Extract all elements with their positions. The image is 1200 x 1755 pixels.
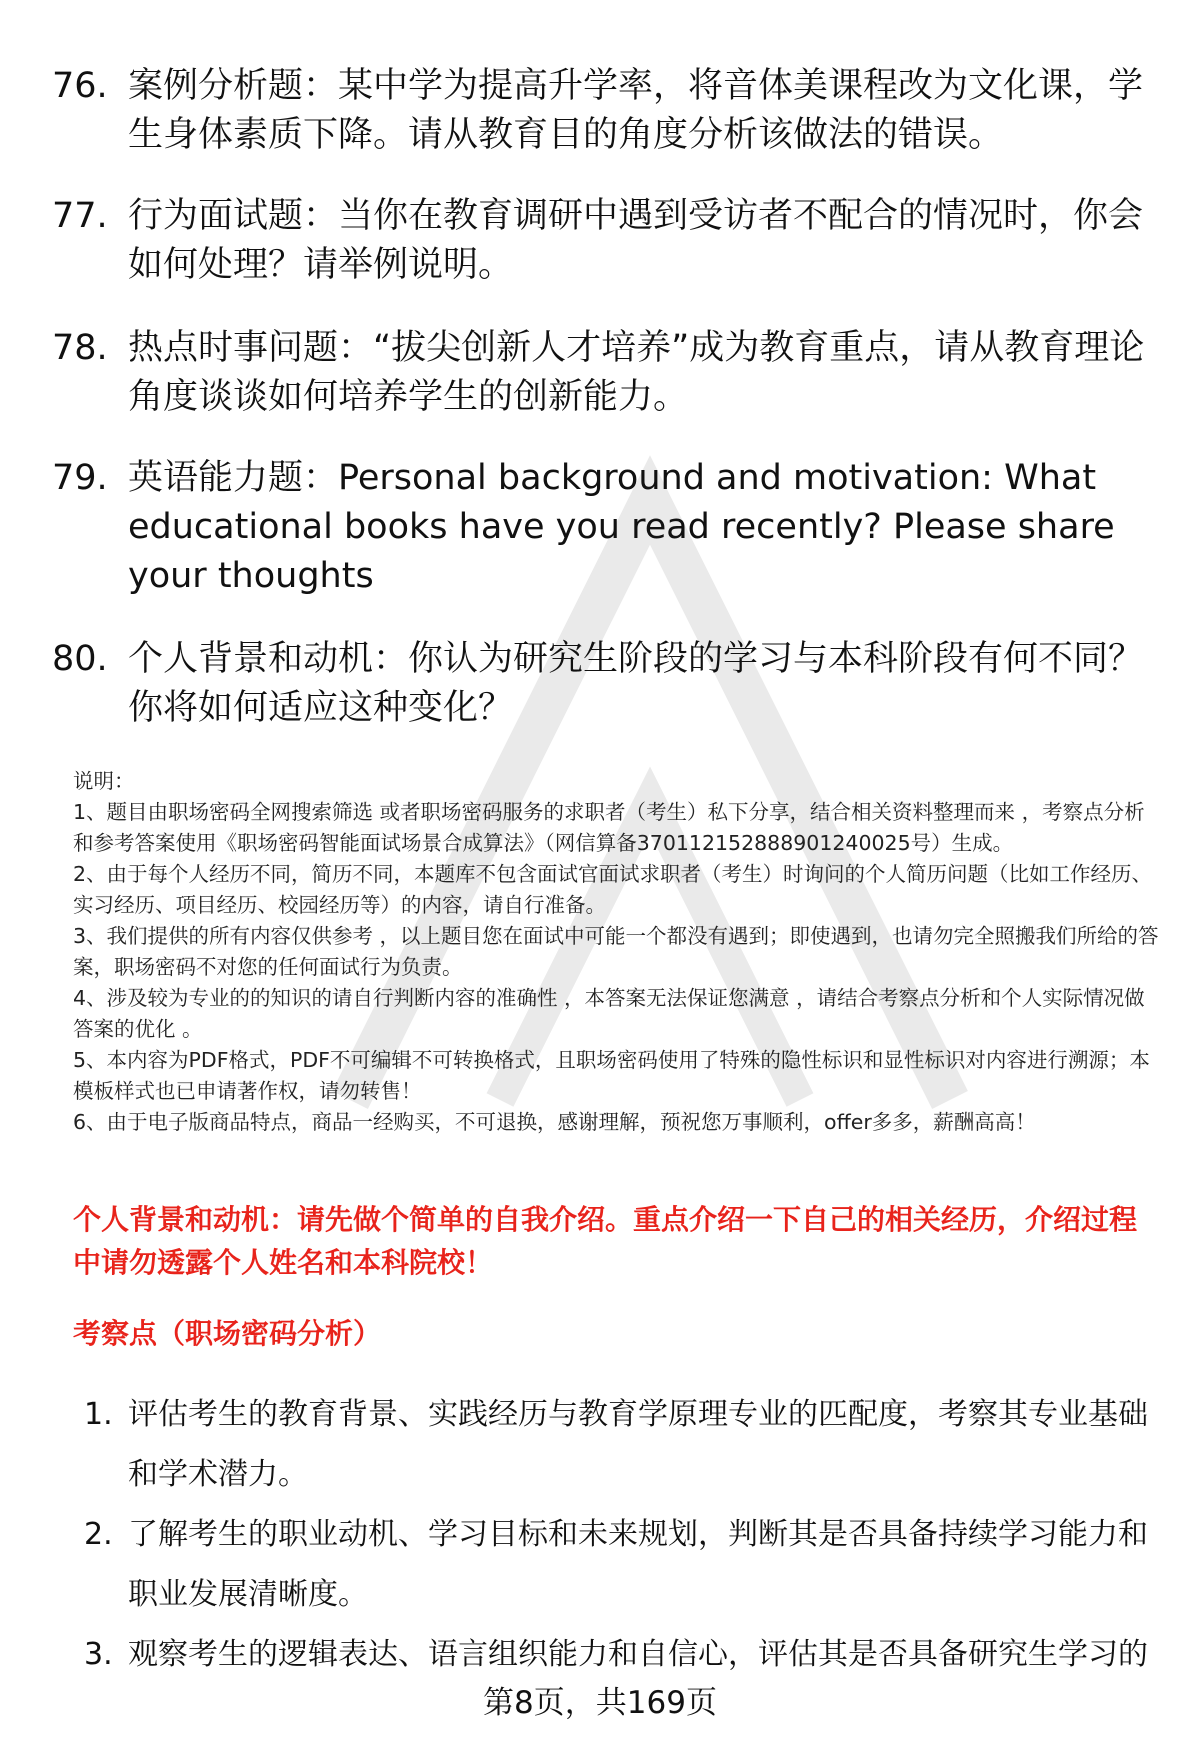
question-78 — [52, 324, 1162, 422]
disclaimer-notes — [73, 766, 1163, 1138]
note-item: 1、题目由职场密码全网搜索筛选 或者职场密码服务的求职者（考生）私下分享，结合相关资料整理而来 ，考察点分析和参考答案使用《职场密码智能面试场景合成算法》（网信算备370112152888901240025号）生成。 — [73, 800, 1145, 855]
question-number: 78. — [52, 328, 108, 368]
point-number: 1. — [84, 1397, 113, 1432]
point-item — [84, 1625, 1164, 1685]
question-number: 77. — [52, 196, 108, 236]
point-text: 评估考生的教育背景、实践经历与教育学原理专业的匹配度，考察其专业基础和学术潜力。 — [128, 1397, 1148, 1492]
question-number: 79. — [52, 458, 108, 498]
point-text: 观察考生的逻辑表达、语言组织能力和自信心，评估其是否具备研究生学习的 — [128, 1637, 1148, 1672]
question-text: 案例分析题：某中学为提高升学率，将音体美课程改为文化课，学生身体素质下降。请从教育目的角度分析该做法的错误。 — [128, 66, 1144, 155]
question-76 — [52, 62, 1162, 160]
question-text: 行为面试题：当你在教育调研中遇到受访者不配合的情况时，你会如何处理？请举例说明。 — [128, 196, 1144, 285]
point-number: 3. — [84, 1637, 113, 1672]
note-item: 6、由于电子版商品特点，商品一经购买，不可退换，感谢理解，预祝您万事顺利，offer多多，薪酬高高！ — [73, 1110, 1036, 1134]
question-text: 热点时事问题：“拔尖创新人才培养”成为教育重点，请从教育理论角度谈谈如何培养学生的创新能力。 — [128, 328, 1145, 417]
question-80 — [52, 635, 1162, 733]
question-text: 个人背景和动机：你认为研究生阶段的学习与本科阶段有何不同？你将如何适应这种变化？ — [128, 639, 1144, 728]
question-79 — [52, 454, 1162, 601]
point-item — [84, 1505, 1164, 1625]
note-item: 3、我们提供的所有内容仅供参考 ，以上题目您在面试中可能一个都没有遇到；即使遇到，也请勿完全照搬我们所给的答案，职场密码不对您的任何面试行为负责。 — [73, 924, 1159, 979]
note-item: 4、涉及较为专业的的知识的请自行判断内容的准确性 ，本答案无法保证您满意 ，请结合考察点分析和个人实际情况做答案的优化 。 — [73, 986, 1145, 1041]
question-number: 80. — [52, 639, 108, 679]
question-77 — [52, 192, 1162, 290]
note-item: 5、本内容为PDF格式，PDF不可编辑不可转换格式，且职场密码使用了特殊的隐性标识和显性标识对内容进行溯源；本模板样式也已申请著作权，请勿转售！ — [73, 1048, 1150, 1103]
note-item: 2、由于每个人经历不同，简历不同，本题库不包含面试官面试求职者（考生）时询问的个人简历问题（比如工作经历、实习经历、项目经历、校园经历等）的内容，请自行准备。 — [73, 862, 1153, 917]
question-number: 76. — [52, 66, 108, 106]
assessment-points — [84, 1385, 1164, 1685]
notes-title: 说明： — [73, 769, 135, 793]
point-item — [84, 1385, 1164, 1505]
point-text: 了解考生的职业动机、学习目标和未来规划，判断其是否具备持续学习能力和职业发展清晰度。 — [128, 1517, 1148, 1612]
point-number: 2. — [84, 1517, 113, 1552]
page-footer: 第8页，共169页 — [483, 1685, 717, 1721]
question-text: 英语能力题：Personal background and motivation: What educational books have you read recently? Please share your thoughts — [128, 458, 1115, 596]
question-heading: 个人背景和动机：请先做个简单的自我介绍。重点介绍一下自己的相关经历，介绍过程中请勿透露个人姓名和本科院校！ — [73, 1203, 1138, 1279]
section-heading: 考察点（职场密码分析） — [73, 1317, 382, 1350]
